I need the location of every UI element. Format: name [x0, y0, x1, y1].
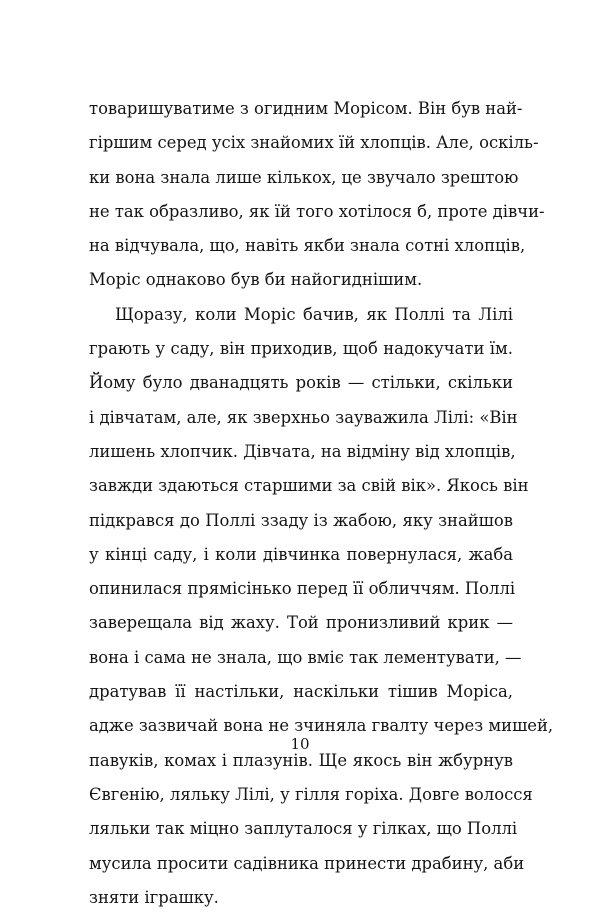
- text-line: Йому було дванадцять років — стільки, скільки: [89, 373, 513, 393]
- text-line: ки вона знала лише кількох, це звучало зрештою: [89, 167, 519, 187]
- text-line: завжди здаються старшими за свій вік». Якось він: [89, 476, 529, 496]
- text-line: у кінці саду, і коли дівчинка повернулася, жаба: [89, 544, 513, 564]
- text-line: зняти іграшку.: [89, 887, 219, 907]
- text-line: Моріс однаково був би найогиднішим.: [89, 270, 423, 290]
- body-text: [89, 92, 554, 915]
- text-line: Євгенію, ляльку Лілі, у гілля горіха. Довге волосся: [89, 784, 533, 804]
- text-line: ляльки так міцно заплуталося у гілках, що Поллі: [89, 819, 518, 839]
- text-line: вона і сама не знала, що вміє так лементувати, —: [89, 647, 522, 667]
- text-line: гіршим серед усіх знайомих їй хлопців. Але, оскіль-: [89, 133, 539, 153]
- text-line: Щоразу, коли Моріс бачив, як Поллі та Лілі: [115, 304, 513, 324]
- text-line: товаришуватиме з огидним Морісом. Він був най-: [89, 99, 523, 118]
- text-line: підкрався до Поллі ззаду із жабою, яку знайшов: [89, 510, 513, 530]
- text-line: і дівчатам, але, як зверхньо зауважила Лілі: «Він: [89, 407, 518, 427]
- text-line: грають у саду, він приходив, щоб надокучати їм.: [89, 339, 513, 359]
- text-line: мусила просити садівника принести драбину, аби: [89, 853, 525, 873]
- text-line: на відчувала, що, навіть якби знала сотні хлопців,: [89, 236, 526, 256]
- text-line: не так образливо, як їй того хотілося б, проте дівчи-: [89, 201, 545, 221]
- page-number: 10: [290, 735, 310, 753]
- text-line: павуків, комах і плазунів. Ще якось він жбурнув: [89, 750, 513, 770]
- text-line: заверещала від жаху. Той пронизливий крик —: [89, 613, 513, 633]
- text-line: адже зазвичай вона не зчиняла гвалту через мишей,: [89, 716, 554, 736]
- text-line: опинилася прямісінько перед її обличчям. Поллі: [89, 579, 516, 599]
- text-line: дратував її настільки, наскільки тішив Моріса,: [89, 682, 513, 702]
- text-line: лишень хлопчик. Дівчата, на відміну від хлопців,: [89, 441, 516, 461]
